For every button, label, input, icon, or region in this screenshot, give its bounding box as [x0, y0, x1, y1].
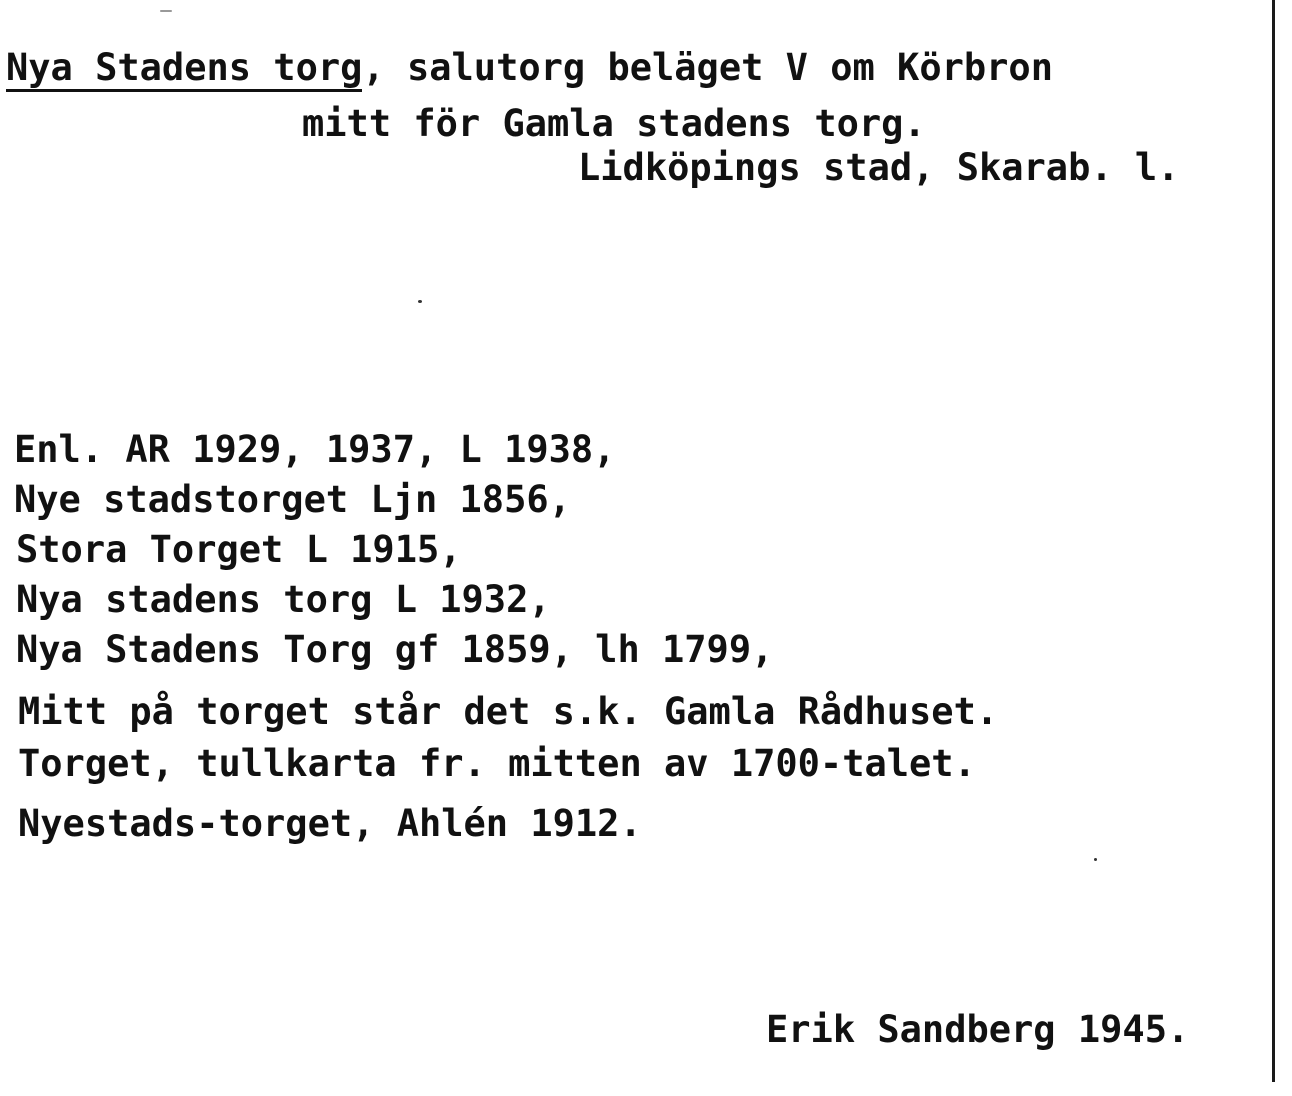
heading-line-2: mitt för Gamla stadens torg. [302, 102, 926, 145]
paper-speck [418, 300, 422, 303]
note-line-3: Nyestads-torget, Ahlén 1912. [18, 802, 642, 845]
source-line-1: Enl. AR 1929, 1937, L 1938, [14, 428, 616, 471]
source-line-2: Nye stadstorget Ljn 1856, [14, 478, 571, 521]
note-line-1: Mitt på torget står det s.k. Gamla Rådhuset. [18, 690, 999, 733]
source-line-4: Nya stadens torg L 1932, [16, 578, 551, 621]
source-line-3: Stora Torget L 1915, [16, 528, 462, 571]
card-edge [1272, 0, 1275, 1082]
heading-line-1 [6, 46, 1053, 90]
heading-line-3: Lidköpings stad, Skarab. l. [578, 146, 1180, 189]
place-name: Nya Stadens torg [6, 46, 362, 92]
paper-speck [160, 10, 172, 12]
note-line-2: Torget, tullkarta fr. mitten av 1700-talet. [18, 742, 976, 785]
paper-speck [1094, 858, 1097, 861]
place-description: , salutorg beläget V om Körbron [362, 46, 1053, 89]
signature: Erik Sandberg 1945. [766, 1008, 1190, 1051]
source-line-5: Nya Stadens Torg gf 1859, lh 1799, [16, 628, 774, 671]
